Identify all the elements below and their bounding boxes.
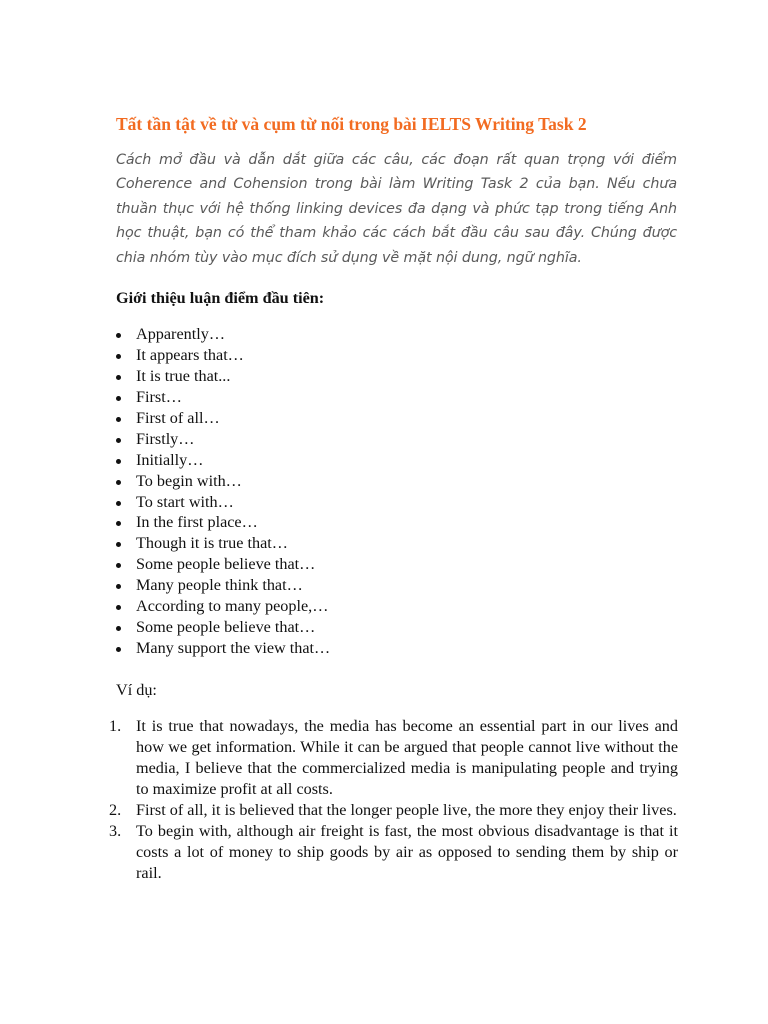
bullet-icon <box>116 438 121 443</box>
example-item <box>109 821 678 884</box>
linking-phrase-list <box>116 324 330 659</box>
bullet-icon <box>116 417 121 422</box>
list-item <box>116 450 330 471</box>
example-text: First of all, it is believed that the longer people live, the more they enjoy their lives. <box>136 801 677 819</box>
example-text: To begin with, although air freight is fast, the most obvious disadvantage is that it costs a lot of money to ship goods by air as opposed to sending them by ship or rail. <box>136 822 678 882</box>
example-number: 2. <box>109 801 122 819</box>
example-number: 3. <box>109 822 122 840</box>
bullet-icon <box>116 563 121 568</box>
example-item <box>109 800 678 821</box>
list-item-text: Some people believe that… <box>136 618 316 637</box>
list-item <box>116 492 330 513</box>
list-item <box>116 554 330 575</box>
list-item <box>116 596 330 617</box>
list-item <box>116 617 330 638</box>
bullet-icon <box>116 375 121 380</box>
list-item <box>116 575 330 596</box>
example-list <box>109 716 678 884</box>
list-item-text: First of all… <box>136 408 220 427</box>
list-item <box>116 638 330 659</box>
list-item-text: Many people think that… <box>136 576 303 595</box>
example-number: 1. <box>109 717 122 735</box>
example-item <box>109 716 678 800</box>
list-item <box>116 533 330 554</box>
bullet-icon <box>116 521 121 526</box>
bullet-icon <box>116 605 121 610</box>
section-heading: Giới thiệu luận điểm đầu tiên: <box>116 289 325 307</box>
list-item <box>116 471 330 492</box>
bullet-icon <box>116 501 121 506</box>
bullet-icon <box>116 396 121 401</box>
list-item <box>116 429 330 450</box>
list-item-text: To start with… <box>136 492 234 511</box>
bullet-icon <box>116 584 121 589</box>
list-item-text: Though it is true that… <box>136 534 288 553</box>
list-item-text: To begin with… <box>136 471 242 490</box>
bullet-icon <box>116 354 121 359</box>
example-label: Ví dụ: <box>116 681 157 699</box>
list-item-text: Initially… <box>136 450 204 469</box>
list-item <box>116 345 330 366</box>
list-item-text: In the first place… <box>136 513 258 532</box>
list-item-text: Firstly… <box>136 429 195 448</box>
list-item-text: According to many people,… <box>136 597 329 616</box>
list-item <box>116 512 330 533</box>
bullet-icon <box>116 333 121 338</box>
list-item-text: Some people believe that… <box>136 555 316 574</box>
intro-paragraph: Cách mở đầu và dẫn dắt giữa các câu, các đoạn rất quan trọng với điểm Coherence and Cohension trong bài làm Writing Task 2 của bạn. Nếu chưa thuần thục với hệ thống linking devices đa dạng và phức tạp trong tiếng Anh học thuật, bạn có thể tham khảo các cách bắt đầu câu sau đây. Chúng được chia nhóm tùy vào mục đích sử dụng về mặt nội dung, ngữ nghĩa. <box>116 152 677 266</box>
list-item-text: Apparently… <box>136 325 226 343</box>
list-item <box>116 366 330 387</box>
list-item <box>116 387 330 408</box>
example-text: It is true that nowadays, the media has become an essential part in our lives and how we get information. While it can be argued that people cannot live without the media, I believe that the commercialized media is manipulating people and trying to maximize profit at all costs. <box>136 717 678 798</box>
list-item-text: First… <box>136 387 182 406</box>
document-title: Tất tần tật về từ và cụm từ nối trong bài IELTS Writing Task 2 <box>116 114 587 134</box>
bullet-icon <box>116 542 121 547</box>
bullet-icon <box>116 480 121 485</box>
list-item <box>116 324 330 345</box>
bullet-icon <box>116 459 121 464</box>
list-item-text: It is true that... <box>136 366 231 385</box>
bullet-icon <box>116 647 121 652</box>
bullet-icon <box>116 626 121 631</box>
list-item-text: Many support the view that… <box>136 639 331 658</box>
list-item-text: It appears that… <box>136 345 244 364</box>
list-item <box>116 408 330 429</box>
